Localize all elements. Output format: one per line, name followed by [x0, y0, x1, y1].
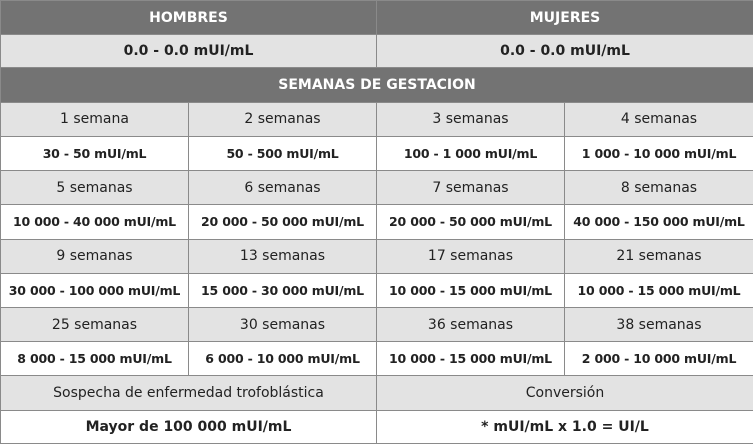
- range-value: 2 000 - 10 000 mUI/mL: [565, 342, 753, 376]
- range-value: 6 000 - 10 000 mUI/mL: [189, 342, 377, 376]
- range-value: 10 000 - 40 000 mUI/mL: [1, 205, 189, 239]
- range-value: 20 000 - 50 000 mUI/mL: [377, 205, 565, 239]
- week-label: 13 semanas: [189, 239, 377, 273]
- conversion-label: Conversión: [377, 376, 753, 410]
- trophoblastic-suspicion-label: Sospecha de enfermedad trofoblástica: [1, 376, 377, 410]
- men-header: HOMBRES: [1, 1, 377, 35]
- week-label: 30 semanas: [189, 307, 377, 341]
- range-value: 50 - 500 mUI/mL: [189, 136, 377, 170]
- men-baseline-value: 0.0 - 0.0 mUI/mL: [1, 35, 377, 68]
- week-label: 6 semanas: [189, 171, 377, 205]
- ranges-row: [1, 342, 753, 376]
- range-value: 30 000 - 100 000 mUI/mL: [1, 273, 189, 307]
- week-label: 25 semanas: [1, 307, 189, 341]
- range-value: 30 - 50 mUI/mL: [1, 136, 189, 170]
- trophoblastic-suspicion-value: Mayor de 100 000 mUI/mL: [1, 410, 377, 443]
- range-value: 10 000 - 15 000 mUI/mL: [377, 273, 565, 307]
- weeks-row: [1, 239, 753, 273]
- range-value: 10 000 - 15 000 mUI/mL: [377, 342, 565, 376]
- ranges-row: [1, 205, 753, 239]
- baseline-row: [1, 35, 753, 68]
- week-label: 36 semanas: [377, 307, 565, 341]
- week-label: 17 semanas: [377, 239, 565, 273]
- conversion-formula: * mUI/mL x 1.0 = UI/L: [377, 410, 753, 443]
- weeks-row: [1, 307, 753, 341]
- range-value: 40 000 - 150 000 mUI/mL: [565, 205, 753, 239]
- footer-value-row: [1, 410, 753, 443]
- week-label: 4 semanas: [565, 102, 753, 136]
- women-header: MUJERES: [377, 1, 753, 35]
- gestation-title: SEMANAS DE GESTACION: [1, 68, 753, 102]
- range-value: 20 000 - 50 000 mUI/mL: [189, 205, 377, 239]
- week-label: 3 semanas: [377, 102, 565, 136]
- range-value: 10 000 - 15 000 mUI/mL: [565, 273, 753, 307]
- week-label: 2 semanas: [189, 102, 377, 136]
- week-label: 1 semana: [1, 102, 189, 136]
- week-label: 9 semanas: [1, 239, 189, 273]
- weeks-row: [1, 102, 753, 136]
- range-value: 8 000 - 15 000 mUI/mL: [1, 342, 189, 376]
- gestation-title-row: [1, 68, 753, 102]
- week-label: 7 semanas: [377, 171, 565, 205]
- ranges-row: [1, 136, 753, 170]
- ranges-row: [1, 273, 753, 307]
- range-value: 1 000 - 10 000 mUI/mL: [565, 136, 753, 170]
- week-label: 21 semanas: [565, 239, 753, 273]
- women-baseline-value: 0.0 - 0.0 mUI/mL: [377, 35, 753, 68]
- sex-header-row: [1, 1, 753, 35]
- range-value: 15 000 - 30 000 mUI/mL: [189, 273, 377, 307]
- footer-label-row: [1, 376, 753, 410]
- week-label: 38 semanas: [565, 307, 753, 341]
- weeks-row: [1, 171, 753, 205]
- week-label: 8 semanas: [565, 171, 753, 205]
- range-value: 100 - 1 000 mUI/mL: [377, 136, 565, 170]
- week-label: 5 semanas: [1, 171, 189, 205]
